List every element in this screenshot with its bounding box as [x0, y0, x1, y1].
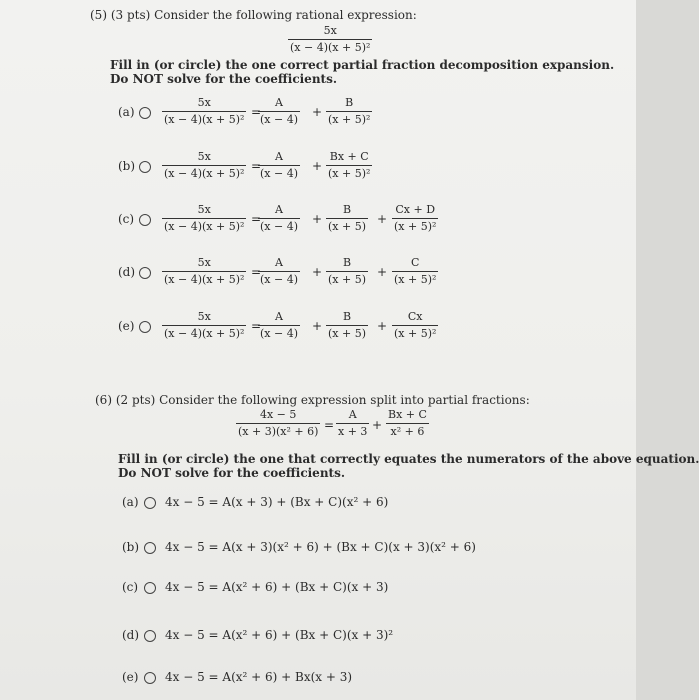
plus-sign: + — [377, 319, 388, 333]
q5-option-c-radio[interactable] — [139, 214, 151, 226]
q5-option-e-radio[interactable] — [139, 321, 151, 333]
q6-option-b-label: (b) — [122, 540, 140, 554]
fraction-bar — [162, 271, 246, 272]
q5-expression-denominator: (x − 4)(x + 5)² — [290, 40, 371, 54]
q5-option-a-term-2-numerator: B — [345, 96, 354, 109]
equals-sign: = — [251, 105, 262, 119]
q5-option-c-term-1-numerator: A — [275, 203, 283, 216]
q5-option-a-radio[interactable] — [139, 107, 151, 119]
fraction-bar — [326, 325, 368, 326]
q5-option-d-label: (d) — [118, 265, 136, 279]
q5-option-d-term-1-denominator: (x − 4) — [260, 272, 298, 286]
q6-lhs-numerator: 4x − 5 — [259, 408, 297, 421]
q6-option-e-radio[interactable] — [144, 672, 156, 684]
q5-option-a-lhs — [162, 96, 246, 127]
q6-option-c-label: (c) — [122, 580, 139, 594]
q5-option-c-term-2 — [326, 203, 368, 234]
q6-term-a-numerator: A — [348, 408, 357, 421]
q6-option-c-radio[interactable] — [144, 582, 156, 594]
q5-option-a-term-1-numerator: A — [275, 96, 283, 109]
q5-option-e-lhs-numerator: 5x — [197, 310, 211, 323]
q5-option-a-lhs-numerator: 5x — [197, 96, 211, 109]
fraction-bar — [258, 218, 300, 219]
fraction-bar — [162, 218, 246, 219]
fraction-bar — [236, 423, 320, 424]
q5-option-c-label: (c) — [118, 212, 135, 226]
plus-sign: + — [312, 105, 323, 119]
q6-term-b-denominator: x² + 6 — [390, 424, 425, 438]
q6-term-a-denominator: x + 3 — [338, 424, 368, 438]
q5-option-b-term-1-denominator: (x − 4) — [260, 166, 298, 180]
q5-option-d-term-2-denominator: (x + 5) — [328, 272, 366, 286]
q5-expression — [288, 24, 372, 55]
q6-lhs-denominator: (x + 3)(x² + 6) — [238, 424, 319, 438]
q5-header: (5) (3 pts) Consider the following rational expression: — [90, 8, 417, 22]
q6-equals-sign: = — [324, 418, 335, 432]
q6-option-e-label: (e) — [122, 670, 139, 684]
q5-option-a-label: (a) — [118, 105, 135, 119]
q6-option-a-label: (a) — [122, 495, 139, 509]
q5-option-d-lhs — [162, 256, 246, 287]
fraction-bar — [326, 271, 368, 272]
q5-option-b-term-2-denominator: (x + 5)² — [328, 166, 371, 180]
q5-option-b-lhs — [162, 150, 246, 181]
q5-option-e-term-3 — [392, 310, 438, 341]
q5-option-c-term-2-numerator: B — [342, 203, 352, 216]
fraction-bar — [326, 218, 368, 219]
fraction-bar — [258, 165, 300, 166]
q5-option-d-term-2-numerator: B — [342, 256, 352, 269]
q5-option-b-term-2 — [326, 150, 372, 181]
fraction-bar — [386, 423, 429, 424]
plus-sign: + — [312, 265, 323, 279]
q5-option-a-term-1-denominator: (x − 4) — [260, 112, 298, 126]
equals-sign: = — [251, 159, 262, 173]
q5-option-b-term-1-numerator: A — [275, 150, 283, 163]
q5-option-b-lhs-denominator: (x − 4)(x + 5)² — [164, 166, 245, 180]
q5-option-d-lhs-numerator: 5x — [197, 256, 211, 269]
equals-sign: = — [251, 319, 262, 333]
fraction-bar — [326, 111, 372, 112]
q6-plus-sign: + — [372, 418, 383, 432]
q5-instruction: Fill in (or circle) the one correct partial fraction decomposition expansion. — [110, 58, 615, 72]
plus-sign: + — [377, 212, 388, 226]
q5-option-a-term-2-denominator: (x + 5)² — [328, 112, 371, 126]
q6-option-c-equation: 4x − 5 = A(x² + 6) + (Bx + C)(x + 3) — [165, 580, 389, 594]
fraction-bar — [258, 111, 300, 112]
q5-option-e-term-2-numerator: B — [342, 310, 352, 323]
q5-option-e-term-1-numerator: A — [275, 310, 283, 323]
q5-option-d-term-3 — [392, 256, 438, 287]
q5-instruction-note: Do NOT solve for the coefficients. — [110, 72, 338, 86]
q6-option-d-label: (d) — [122, 628, 140, 642]
q5-option-c-term-3-numerator: Cx + D — [395, 203, 436, 216]
q5-option-a-term-2 — [326, 96, 372, 127]
fraction-bar — [288, 39, 372, 40]
q5-option-c-term-1-denominator: (x − 4) — [260, 219, 298, 233]
q5-option-d-lhs-denominator: (x − 4)(x + 5)² — [164, 272, 245, 286]
fraction-bar — [162, 111, 246, 112]
q5-option-e-term-3-denominator: (x + 5)² — [394, 326, 437, 340]
fraction-bar — [392, 325, 438, 326]
q6-header: (6) (2 pts) Consider the following expression split into partial fractions: — [95, 393, 530, 407]
equals-sign: = — [251, 265, 262, 279]
plus-sign: + — [312, 159, 323, 173]
fraction-bar — [336, 423, 369, 424]
plus-sign: + — [312, 212, 323, 226]
fraction-bar — [326, 165, 372, 166]
q5-option-a-lhs-denominator: (x − 4)(x + 5)² — [164, 112, 245, 126]
q5-option-b-label: (b) — [118, 159, 136, 173]
q5-option-c-lhs-numerator: 5x — [197, 203, 211, 216]
q6-term-a — [336, 408, 369, 439]
q6-term-b-numerator: Bx + C — [388, 408, 427, 421]
q5-option-c-term-1 — [258, 203, 300, 234]
q5-option-e-lhs-denominator: (x − 4)(x + 5)² — [164, 326, 245, 340]
q5-option-c-term-3 — [392, 203, 438, 234]
q6-option-a-radio[interactable] — [144, 497, 156, 509]
q5-option-d-term-3-denominator: (x + 5)² — [394, 272, 437, 286]
q5-option-d-term-3-numerator: C — [410, 256, 420, 269]
q6-option-b-radio[interactable] — [144, 542, 156, 554]
q5-option-d-term-2 — [326, 256, 368, 287]
q5-option-b-radio[interactable] — [139, 161, 151, 173]
q6-option-b-equation: 4x − 5 = A(x + 3)(x² + 6) + (Bx + C)(x + 3)(x² + 6) — [165, 540, 476, 554]
q5-option-e-term-3-numerator: Cx — [407, 310, 423, 323]
q5-option-d-term-1-numerator: A — [275, 256, 283, 269]
q6-option-e-equation: 4x − 5 = A(x² + 6) + Bx(x + 3) — [165, 670, 353, 684]
q5-option-b-lhs-numerator: 5x — [197, 150, 211, 163]
q5-option-c-term-2-denominator: (x + 5) — [328, 219, 366, 233]
q5-option-c-lhs-denominator: (x − 4)(x + 5)² — [164, 219, 245, 233]
q5-option-c-lhs — [162, 203, 246, 234]
q5-option-b-term-2-numerator: Bx + C — [329, 150, 369, 163]
fraction-bar — [392, 218, 438, 219]
q5-option-b-term-1 — [258, 150, 300, 181]
q5-option-d-radio[interactable] — [139, 267, 151, 279]
q5-option-e-lhs — [162, 310, 246, 341]
q5-option-e-term-2 — [326, 310, 368, 341]
q6-instruction: Fill in (or circle) the one that correctly equates the numerators of the above equation. — [118, 452, 699, 466]
q5-option-e-term-2-denominator: (x + 5) — [328, 326, 366, 340]
q5-option-c-term-3-denominator: (x + 5)² — [394, 219, 437, 233]
q6-option-d-radio[interactable] — [144, 630, 156, 642]
plus-sign: + — [312, 319, 323, 333]
fraction-bar — [162, 325, 246, 326]
q6-lhs — [236, 408, 320, 439]
q6-term-b — [386, 408, 429, 439]
fraction-bar — [258, 271, 300, 272]
fraction-bar — [258, 325, 300, 326]
q6-instruction-note: Do NOT solve for the coefficients. — [118, 466, 346, 480]
q5-option-d-term-1 — [258, 256, 300, 287]
q5-expression-numerator: 5x — [323, 24, 337, 37]
equals-sign: = — [251, 212, 262, 226]
fraction-bar — [392, 271, 438, 272]
q6-option-d-equation: 4x − 5 = A(x² + 6) + (Bx + C)(x + 3)² — [165, 628, 394, 642]
q6-option-a-equation: 4x − 5 = A(x + 3) + (Bx + C)(x² + 6) — [165, 495, 389, 509]
q5-option-e-label: (e) — [118, 319, 135, 333]
q5-option-e-term-1 — [258, 310, 300, 341]
q5-option-e-term-1-denominator: (x − 4) — [260, 326, 298, 340]
plus-sign: + — [377, 265, 388, 279]
q5-option-a-term-1 — [258, 96, 300, 127]
fraction-bar — [162, 165, 246, 166]
